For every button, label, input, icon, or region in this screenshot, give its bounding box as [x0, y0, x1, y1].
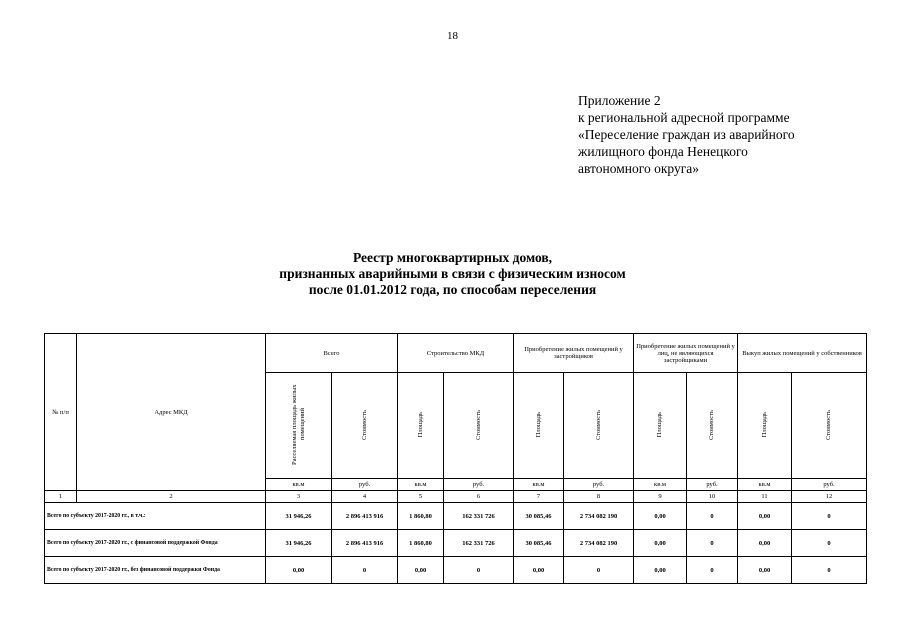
column-number: 4 — [332, 491, 398, 503]
column-number: 5 — [398, 491, 444, 503]
header-num: № п/п — [45, 334, 77, 491]
table-cell: 2 896 413 916 — [332, 530, 398, 557]
table-cell: 0 — [792, 557, 867, 584]
document-title — [0, 250, 905, 298]
group-header-construction: Строительство МКД — [398, 334, 514, 373]
table-cell: 162 331 726 — [444, 503, 514, 530]
column-number: 9 — [634, 491, 687, 503]
subheader-cell — [514, 373, 564, 479]
subheader-label: Площадь — [534, 411, 542, 438]
table-cell: 0,00 — [634, 557, 687, 584]
subheader-label: Расселяемая площадь жилых помещений — [290, 384, 306, 465]
registry-table — [44, 333, 867, 584]
subheader-cell — [634, 373, 687, 479]
column-number: 12 — [792, 491, 867, 503]
unit-cell: руб. — [444, 479, 514, 491]
page-number: 18 — [447, 30, 458, 42]
unit-cell: кв.м — [514, 479, 564, 491]
column-number: 6 — [444, 491, 514, 503]
table-cell: 31 946,26 — [266, 503, 332, 530]
unit-cell: кв.м — [398, 479, 444, 491]
unit-cell: руб. — [332, 479, 398, 491]
table-cell: 0 — [444, 557, 514, 584]
subheader-cell — [564, 373, 634, 479]
appendix-line: жилищного фонда Ненецкого — [578, 144, 748, 159]
table-cell: 2 734 082 190 — [564, 503, 634, 530]
subheader-cell — [687, 373, 738, 479]
table-cell: 1 860,80 — [398, 503, 444, 530]
subheader-label: Площадь — [416, 411, 424, 438]
table-cell: 0 — [792, 503, 867, 530]
subheader-cell — [266, 373, 332, 479]
table-cell: 0,00 — [738, 557, 792, 584]
table-row — [45, 503, 867, 530]
table-cell: 30 085,46 — [514, 503, 564, 530]
table-cell: 0,00 — [634, 530, 687, 557]
group-header-total: Всего — [266, 334, 398, 373]
subheader-cell — [738, 373, 792, 479]
table-cell: 0,00 — [738, 530, 792, 557]
group-header-buyout: Выкуп жилых помещений у собственников — [738, 334, 867, 373]
column-number: 1 — [45, 491, 77, 503]
appendix-line: «Переселение граждан из аварийного — [578, 127, 795, 142]
subheader-label: Стоимость — [708, 409, 716, 440]
appendix-line: Приложение 2 — [578, 93, 661, 108]
table-cell: 2 896 413 916 — [332, 503, 398, 530]
subheader-label: Стоимость — [825, 409, 833, 440]
unit-cell: кв.м — [634, 479, 687, 491]
table-cell: 0 — [687, 503, 738, 530]
table-cell: 0,00 — [398, 557, 444, 584]
unit-cell: руб. — [687, 479, 738, 491]
table-cell: 0 — [687, 557, 738, 584]
title-line: признанных аварийными в связи с физическим износом — [279, 266, 626, 281]
title-line: после 01.01.2012 года, по способам переселения — [308, 282, 597, 297]
column-number: 10 — [687, 491, 738, 503]
row-label: Всего по субъекту 2017-2020 гг., без финансовой поддержки Фонда — [45, 557, 266, 584]
header-address: Адрес МКД — [77, 334, 266, 491]
row-label: Всего по субъекту 2017-2020 гг., в т.ч.: — [45, 503, 266, 530]
title-line: Реестр многоквартирных домов, — [352, 250, 553, 265]
subheader-cell — [332, 373, 398, 479]
column-number: 2 — [77, 491, 266, 503]
subheader-label: Стоимость — [360, 409, 368, 440]
table-cell: 0,00 — [266, 557, 332, 584]
column-number: 7 — [514, 491, 564, 503]
table-cell: 31 946,26 — [266, 530, 332, 557]
row-label: Всего по субъекту 2017-2020 гг., с финансовой поддержкой Фонда — [45, 530, 266, 557]
unit-cell: кв.м — [266, 479, 332, 491]
subheader-cell — [792, 373, 867, 479]
table-row — [45, 530, 867, 557]
table-row — [45, 557, 867, 584]
table-cell: 0,00 — [634, 503, 687, 530]
column-number: 3 — [266, 491, 332, 503]
group-header-purchase-non-developers: Приобретение жилых помещений у лиц, не являющихся застройщиками — [634, 334, 738, 373]
unit-cell: кв.м — [738, 479, 792, 491]
table-cell: 0 — [564, 557, 634, 584]
column-number: 11 — [738, 491, 792, 503]
table-cell: 2 734 082 190 — [564, 530, 634, 557]
table-cell: 0 — [332, 557, 398, 584]
table-cell: 0 — [687, 530, 738, 557]
group-header-purchase-developers: Приобретение жилых помещений у застройщиков — [514, 334, 634, 373]
unit-cell: руб. — [564, 479, 634, 491]
table-cell: 0,00 — [514, 557, 564, 584]
subheader-label: Стоимость — [474, 409, 482, 440]
appendix-line: к региональной адресной программе — [578, 110, 790, 125]
table-cell: 0,00 — [738, 503, 792, 530]
column-number: 8 — [564, 491, 634, 503]
subheader-cell — [444, 373, 514, 479]
subheader-label: Стоимость — [594, 409, 602, 440]
unit-cell: руб. — [792, 479, 867, 491]
table-cell: 162 331 726 — [444, 530, 514, 557]
subheader-label: Площадь — [760, 411, 768, 438]
appendix-block — [578, 92, 878, 177]
table-cell: 1 860,80 — [398, 530, 444, 557]
appendix-line: автономного округа» — [578, 161, 699, 176]
subheader-label: Площадь — [656, 411, 664, 438]
table-cell: 30 085,46 — [514, 530, 564, 557]
table-cell: 0 — [792, 530, 867, 557]
subheader-cell — [398, 373, 444, 479]
